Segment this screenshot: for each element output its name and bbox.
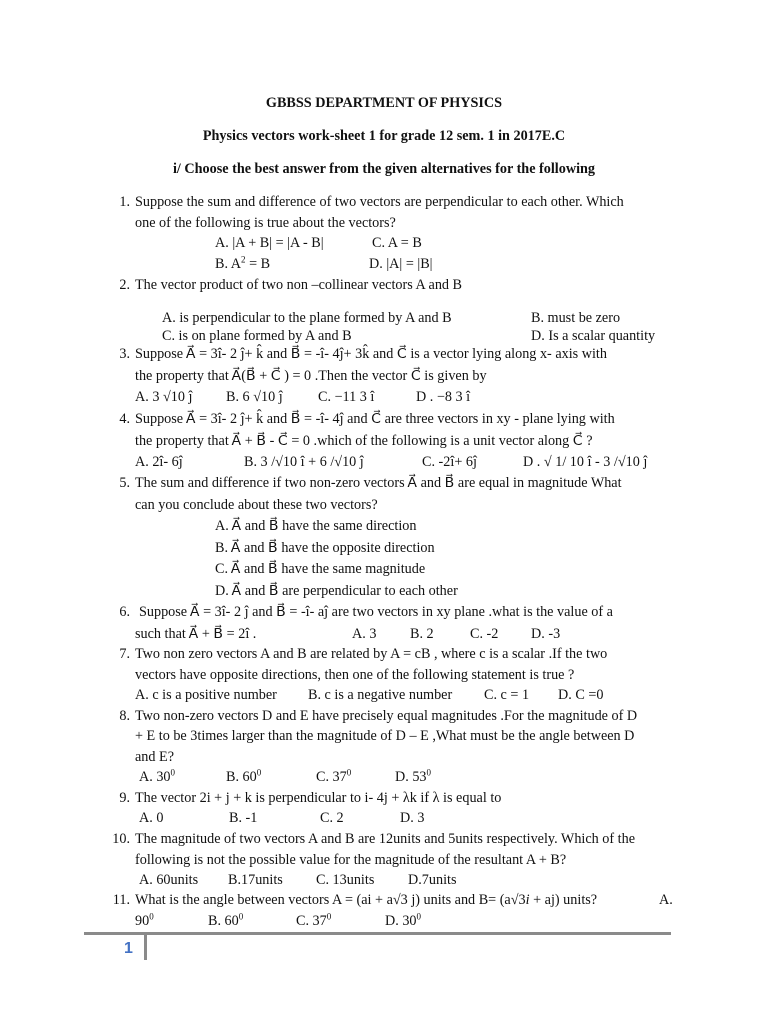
question-text: following is not the possible value for the magnitude of the resultant A + B?: [135, 852, 567, 868]
option-d: D.7units: [408, 872, 457, 888]
question-text: vectors have opposite directions, then one of the following statement is true ?: [135, 667, 575, 683]
option-a: A. |A + B| = |A - B|: [215, 235, 324, 251]
degree-mark: 0: [426, 767, 432, 778]
question-text: The magnitude of two vectors A and B are 12units and 5units respectively. Which of the: [135, 831, 635, 847]
option-a: A. 3: [352, 626, 377, 642]
option-b: B. -1: [229, 810, 258, 826]
question-number: 8.: [119, 708, 130, 724]
degree-mark: 0: [170, 767, 176, 778]
footer-rule: [84, 932, 671, 935]
option-a: A. A⃗ and B⃗ have the same direction: [215, 518, 417, 534]
option-d: D. -3: [531, 626, 561, 642]
question-text-part: What is the angle between vectors A = (ai + a√3 j) units and B= (a√3: [135, 892, 526, 908]
option-a: A. 60units: [139, 872, 199, 888]
option-d: D. A⃗ and B⃗ are perpendicular to each other: [215, 583, 458, 599]
option-b: B. c is a negative number: [308, 687, 453, 703]
option-c: C. c = 1: [484, 687, 530, 703]
degree-mark: 0: [416, 911, 422, 922]
option-c: C. 2: [320, 810, 344, 826]
option-d-text: D. 30: [385, 913, 417, 929]
question-text: The sum and difference if two non-zero vectors A⃗ and B⃗ are equal in magnitude What: [135, 475, 622, 491]
option-d: [395, 769, 431, 786]
degree-mark: 0: [346, 767, 352, 778]
option-b-text: B. A: [215, 256, 242, 272]
question-text: the property that A⃗ + B⃗ - C⃗ = 0 .which of the following is a unit vector along C⃗ ?: [135, 433, 593, 449]
question-text: and E?: [135, 749, 174, 765]
question-text: Suppose A⃗ = 3î- 2 ĵ and B⃗ = -î- aĵ are two vectors in xy plane .what is the value of a: [139, 604, 613, 620]
option-c-text: C. 37: [316, 769, 347, 785]
question-text: the property that A⃗(B⃗ + C⃗ ) = 0 .Then the vector C⃗ is given by: [135, 368, 487, 384]
option-d: [385, 913, 421, 930]
option-a: [135, 913, 154, 930]
option-d: D . √ 1/ 10 î - 3 /√10 ĵ: [523, 454, 648, 470]
question-number: 4.: [119, 411, 130, 427]
option-b: B. A⃗ and B⃗ have the opposite direction: [215, 540, 435, 556]
option-a: A. 3 √10 ĵ: [135, 389, 193, 405]
question-text: Suppose the sum and difference of two vectors are perpendicular to each other. Which: [135, 194, 624, 210]
option-c: C. 13units: [316, 872, 375, 888]
option-b: [215, 256, 270, 273]
option-b: B.17units: [228, 872, 283, 888]
option-a: A. 2î- 6ĵ: [135, 454, 183, 470]
question-text: one of the following is true about the vectors?: [135, 215, 396, 231]
question-number: 3.: [119, 346, 130, 362]
question-text: + E to be 3times larger than the magnitude of D – E ,What must be the angle between D: [135, 728, 635, 744]
option-a-text: A. 30: [139, 769, 171, 785]
option-c: C. A = B: [372, 235, 422, 251]
question-number: 11.: [112, 892, 130, 908]
question-text: The vector product of two non –collinear vectors A and B: [135, 277, 463, 293]
worksheet-title: Physics vectors work-sheet 1 for grade 12 sem. 1 in 2017E.C: [202, 128, 566, 144]
question-text-part: + aj) units?: [529, 892, 598, 908]
option-d-text: D. 53: [395, 769, 427, 785]
degree-mark: 0: [238, 911, 244, 922]
option-b-text: B. 60: [226, 769, 257, 785]
option-b: B. 3 /√10 î + 6 /√10 ĵ: [244, 454, 364, 470]
option-c: C. −11 3 î: [318, 389, 375, 405]
option-c: C. -2: [470, 626, 499, 642]
instruction-heading: i/ Choose the best answer from the given alternatives for the following: [172, 161, 596, 177]
question-text: such that A⃗ + B⃗ = 2î .: [135, 626, 257, 642]
option-b: [226, 769, 261, 786]
option-c: C. is on plane formed by A and B: [162, 328, 352, 344]
option-b-text: = B: [245, 256, 271, 272]
option-b: B. 6 √10 ĵ: [226, 389, 283, 405]
exponent: 2: [241, 254, 246, 265]
question-text: Suppose A⃗ = 3î- 2 ĵ+ k̂ and B⃗ = -î- 4ĵ+ 3k̂ and C⃗ is a vector lying along x- axis with: [135, 346, 607, 362]
option-d: D. |A| = |B|: [369, 256, 433, 272]
question-text: Suppose A⃗ = 3î- 2 ĵ+ k̂ and B⃗ = -î- 4ĵ and C⃗ are three vectors in xy - plane lying with: [135, 411, 615, 427]
option-a: A. 0: [139, 810, 164, 826]
option-c: [316, 769, 351, 786]
option-b: B. must be zero: [531, 310, 621, 326]
option-a-text: 90: [135, 913, 150, 929]
option-a: A. is perpendicular to the plane formed by A and B: [162, 310, 452, 326]
question-number: 10.: [112, 831, 130, 847]
question-text: Two non-zero vectors D and E have precisely equal magnitudes .For the magnitude of D: [135, 708, 638, 724]
option-d: D . −8 3 î: [416, 389, 471, 405]
option-a: A. c is a positive number: [135, 687, 277, 703]
question-number: 5.: [119, 475, 130, 491]
question-text: Two non zero vectors A and B are related by A = cB , where c is a scalar .If the two: [135, 646, 608, 662]
option-b-text: B. 60: [208, 913, 239, 929]
degree-mark: 0: [149, 911, 154, 922]
option-c: C. -2î+ 6ĵ: [422, 454, 477, 470]
option-d: D. Is a scalar quantity: [531, 328, 656, 344]
option-a: [139, 769, 175, 786]
option-b: B. 2: [410, 626, 434, 642]
unit-vector-i: i: [525, 892, 530, 908]
question-number: 2.: [119, 277, 130, 293]
question-text: [135, 892, 597, 909]
option-c: [296, 913, 331, 930]
option-d: D. C =0: [558, 687, 604, 703]
option-c: C. A⃗ and B⃗ have the same magnitude: [215, 561, 426, 577]
question-number: 7.: [119, 646, 130, 662]
question-number: 9.: [119, 790, 130, 806]
question-number: 1.: [119, 194, 130, 210]
option-a-label: A.: [659, 892, 673, 908]
question-text: The vector 2i + j + k is perpendicular to i- 4j + λk if λ is equal to: [135, 790, 502, 806]
page-number: 1: [124, 940, 133, 957]
department-heading: GBBSS DEPARTMENT OF PHYSICS: [265, 95, 503, 111]
option-b: [208, 913, 243, 930]
degree-mark: 0: [326, 911, 332, 922]
option-d: D. 3: [400, 810, 425, 826]
question-text: can you conclude about these two vectors?: [135, 497, 378, 513]
footer-page-divider: [144, 934, 147, 960]
question-number: 6.: [119, 604, 130, 620]
option-c-text: C. 37: [296, 913, 327, 929]
degree-mark: 0: [256, 767, 262, 778]
